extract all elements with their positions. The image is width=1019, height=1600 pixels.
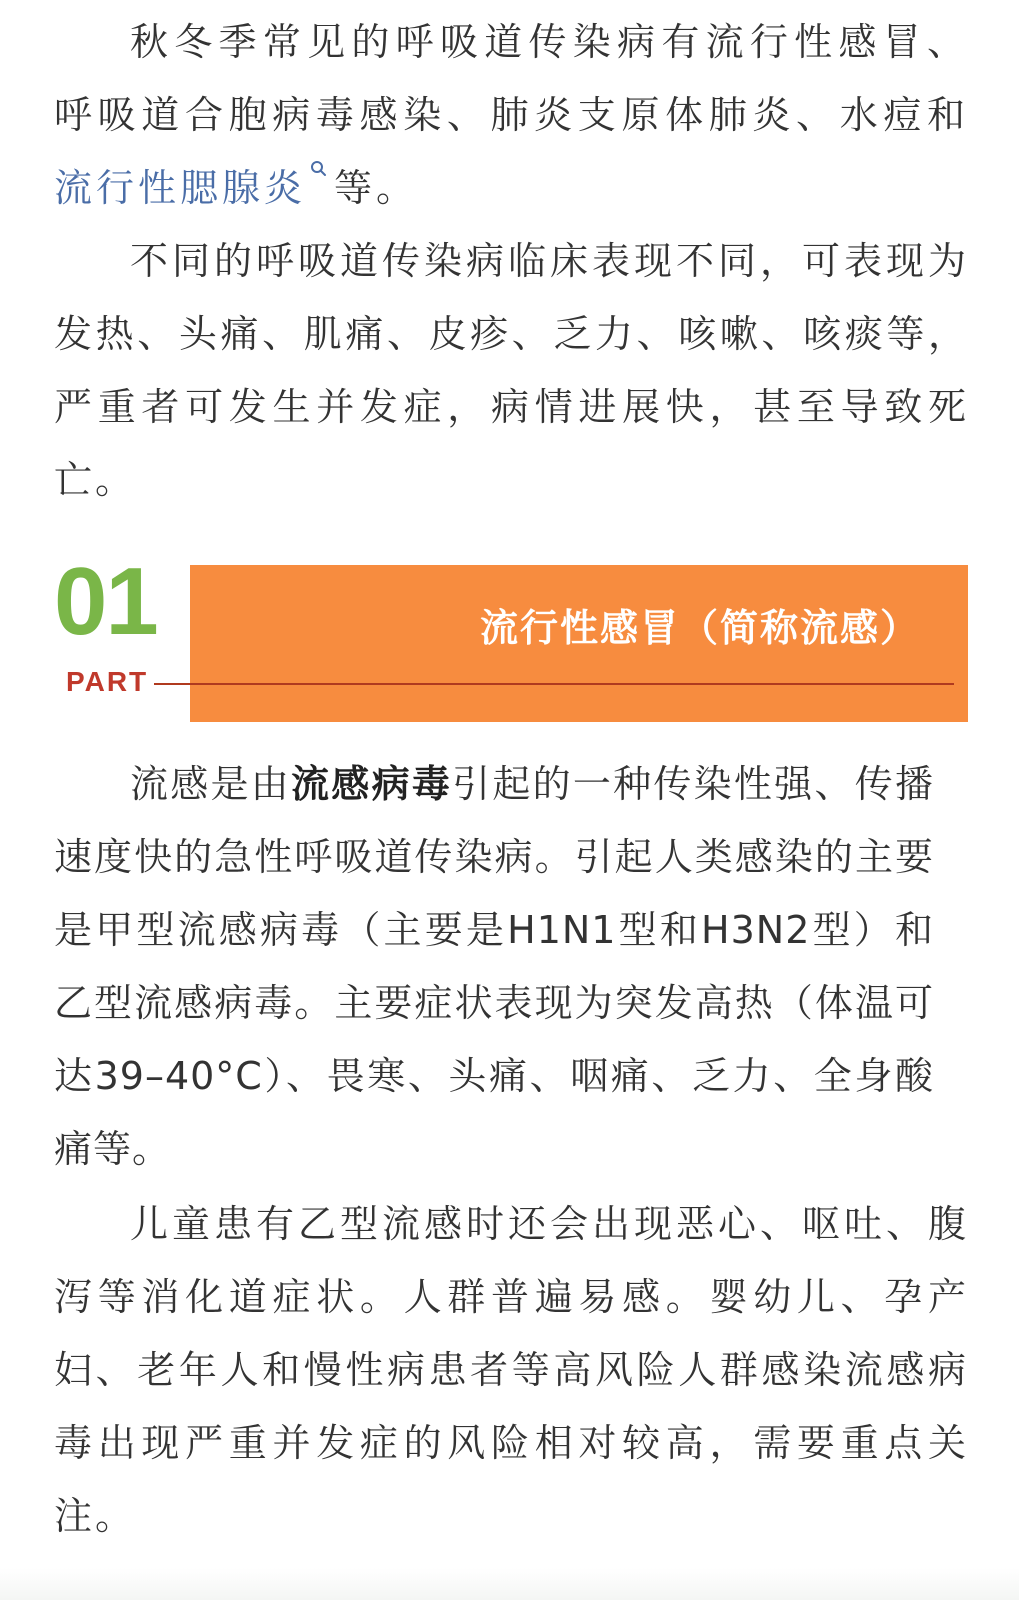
intro-text-part2: 等。 xyxy=(334,166,419,210)
intro-paragraph-1 xyxy=(54,6,969,225)
section-header xyxy=(54,548,969,725)
flu-paragraph-2: 儿童患有乙型流感时还会出现恶心、呕吐、腹泻等消化道症状。人群普遍易感。婴幼儿、孕产妇、老年人和慢性病患者等高风险人群感染流感病毒出现严重并发症的风险相对较高，需要重点关注。 xyxy=(54,1202,969,1538)
section-title: 流行性感冒（简称流感） xyxy=(479,606,920,650)
bottom-edge-shade xyxy=(0,1568,1019,1600)
flu-text-part1: 流感是由 xyxy=(130,762,292,806)
part-number: 01 xyxy=(54,548,157,655)
search-icon[interactable] xyxy=(310,152,328,182)
flu-text-part2: 引起的一种传染性强、传播速度快的急性呼吸道传染病。引起人类感染的主要是甲型流感病毒（主要是H1N1型和H3N2型）和乙型流感病毒。主要症状表现为突发高热（体温可达39–40°C）、畏寒、头痛、咽痛、乏力、全身酸痛等。 xyxy=(54,762,934,1171)
section-divider-line xyxy=(154,683,954,685)
flu-paragraph-1 xyxy=(54,748,934,1186)
part-label: PART xyxy=(66,666,149,697)
mumps-link[interactable]: 流行性腮腺炎 xyxy=(54,166,307,210)
intro-text-part1: 秋冬季常见的呼吸道传染病有流行性感冒、呼吸道合胞病毒感染、肺炎支原体肺炎、水痘和 xyxy=(54,20,969,137)
section-title-banner xyxy=(190,565,968,722)
flu-virus-bold: 流感病毒 xyxy=(291,762,453,806)
intro-paragraph-2: 不同的呼吸道传染病临床表现不同，可表现为发热、头痛、肌痛、皮疹、乏力、咳嗽、咳痰等，严重者可发生并发症，病情进展快，甚至导致死亡。 xyxy=(54,239,969,502)
